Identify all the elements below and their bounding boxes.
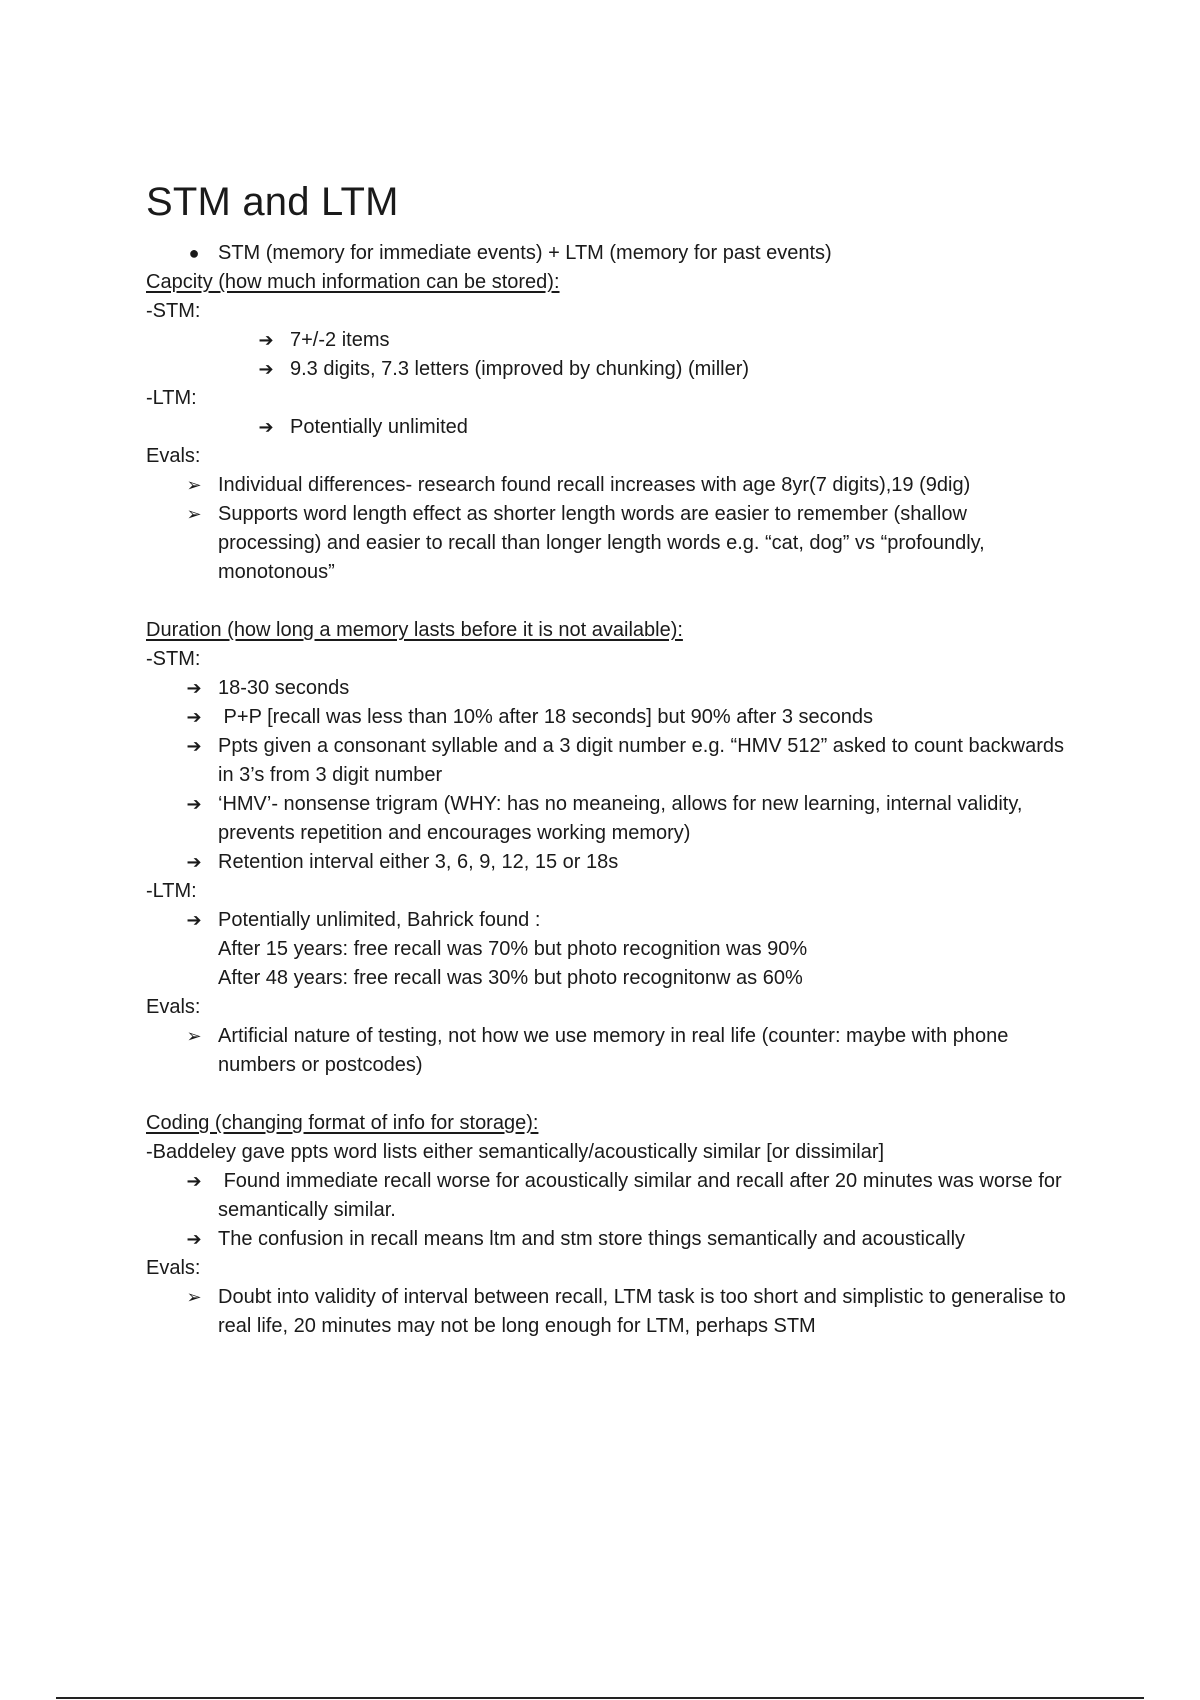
arrowhead-icon: ➢ <box>186 1287 202 1307</box>
list-item: ➔ 9.3 digits, 7.3 letters (improved by chunking) (miller) <box>146 355 1066 384</box>
arrow-icon: ➔ <box>258 330 274 350</box>
list-item: ➢ Artificial nature of testing, not how we use memory in real life (counter: maybe with phone numbers or postcodes) <box>146 1022 1066 1080</box>
list-item: ➔ Retention interval either 3, 6, 9, 12, 15 or 18s <box>146 848 1066 877</box>
list-item: ➢ Individual differences- research found recall increases with age 8yr(7 digits),19 (9dig) <box>146 471 1066 500</box>
intro-text: STM (memory for immediate events) + LTM (memory for past events) <box>218 242 832 264</box>
list-item: ➢ Supports word length effect as shorter length words are easier to remember (shallow processing) and easier to recall than longer length words e.g. “cat, dog” vs “profoundly, monotonous” <box>146 500 1066 587</box>
list-item: ➔ Ppts given a consonant syllable and a 3 digit number e.g. “HMV 512” asked to count backwards in 3’s from 3 digit number <box>146 732 1066 790</box>
arrow-icon: ➔ <box>186 736 202 756</box>
list-item: ➔ ‘HMV’- nonsense trigram (WHY: has no meaneing, allows for new learning, internal validity, prevents repetition and encourages working memory) <box>146 790 1066 848</box>
arrow-icon: ➔ <box>186 910 202 930</box>
list-item: ➢ Doubt into validity of interval between recall, LTM task is too short and simplistic to generalise to real life, 20 minutes may not be long enough for LTM, perhaps STM <box>146 1283 1066 1341</box>
list-item: ➔ Potentially unlimited, Bahrick found : <box>146 906 1066 935</box>
intro-bullet <box>146 239 1066 268</box>
list-item-continuation: After 15 years: free recall was 70% but photo recognition was 90% <box>218 938 808 960</box>
capacity-ltm-label: -LTM: <box>146 387 197 409</box>
arrow-icon: ➔ <box>258 417 274 437</box>
arrowhead-icon: ➢ <box>186 504 202 524</box>
bullet-dot-icon: ● <box>188 243 200 263</box>
capacity-evals-label: Evals: <box>146 445 201 467</box>
capacity-stm-label: -STM: <box>146 300 201 322</box>
duration-evals-label: Evals: <box>146 996 201 1018</box>
arrowhead-icon: ➢ <box>186 1026 202 1046</box>
arrow-icon: ➔ <box>186 1171 202 1191</box>
list-item: ➔ 18-30 seconds <box>146 674 1066 703</box>
spacer <box>146 1080 1066 1109</box>
arrow-icon: ➔ <box>186 852 202 872</box>
arrowhead-icon: ➢ <box>186 475 202 495</box>
arrow-icon: ➔ <box>186 794 202 814</box>
list-item: ➔ Found immediate recall worse for acoustically similar and recall after 20 minutes was worse for semantically similar. <box>146 1167 1066 1225</box>
coding-intro: -Baddeley gave ppts word lists either semantically/acoustically similar [or dissimilar] <box>146 1141 885 1163</box>
arrow-icon: ➔ <box>186 678 202 698</box>
list-item: ➔ P+P [recall was less than 10% after 18 seconds] but 90% after 3 seconds <box>146 703 1066 732</box>
arrow-icon: ➔ <box>186 707 202 727</box>
arrow-icon: ➔ <box>258 359 274 379</box>
duration-stm-label: -STM: <box>146 648 201 670</box>
page-bottom-rule <box>56 1697 1144 1699</box>
page-title: STM and LTM <box>146 180 399 224</box>
capacity-heading: Capcity (how much information can be stored): <box>146 271 560 293</box>
duration-heading: Duration (how long a memory lasts before it is not available): <box>146 619 683 641</box>
duration-ltm-label: -LTM: <box>146 880 197 902</box>
arrow-icon: ➔ <box>186 1229 202 1249</box>
coding-evals-label: Evals: <box>146 1257 201 1279</box>
document-page <box>146 180 1066 1341</box>
list-item: ➔ The confusion in recall means ltm and stm store things semantically and acoustically <box>146 1225 1066 1254</box>
coding-heading: Coding (changing format of info for storage): <box>146 1112 539 1134</box>
list-item-continuation: After 48 years: free recall was 30% but photo recognitonw as 60% <box>218 967 803 989</box>
list-item: ➔ Potentially unlimited <box>146 413 1066 442</box>
spacer <box>146 587 1066 616</box>
list-item: ➔ 7+/-2 items <box>146 326 1066 355</box>
